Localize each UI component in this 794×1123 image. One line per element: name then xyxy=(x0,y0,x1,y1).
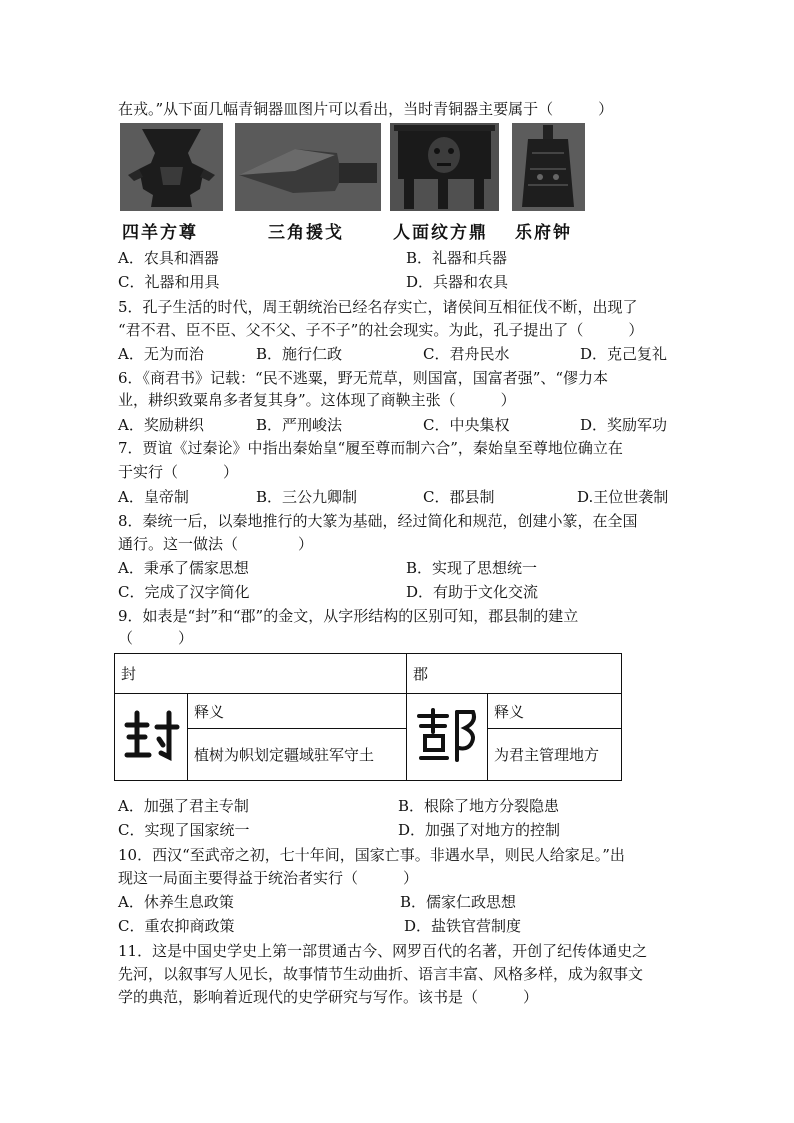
q8-stem-line1: 8．秦统一后，以秦地推行的大篆为基础，经过简化和规范，创建小篆，在全国 xyxy=(118,512,638,530)
q10-stem-line2: 现这一局面主要得益于统治者实行（ ） xyxy=(118,869,419,887)
q9-option-b[interactable]: B．根除了地方分裂隐患 xyxy=(398,797,560,815)
q11-stem-line3: 学的典范，影响着近现代的史学研究与写作。该书是（ ） xyxy=(118,988,539,1006)
q8-option-d[interactable]: D．有助于文化交流 xyxy=(406,583,539,601)
q11-stem-line2: 先河，以叙事写人见长，故事情节生动曲折、语言丰富、风格多样，成为叙事文 xyxy=(118,965,644,983)
bell-photo xyxy=(512,123,585,211)
jun-bronze-glyph xyxy=(413,752,481,770)
feng-meaning-label: 释义 xyxy=(188,694,407,729)
q6-option-b[interactable]: B．严刑峻法 xyxy=(256,416,343,434)
feng-bronze-glyph xyxy=(121,751,181,769)
jun-meaning-label: 释义 xyxy=(488,694,622,729)
q10-stem-line1: 10．西汉“至武帝之初，七十年间，国家亡事。非遇水旱，则民人给家足。”出 xyxy=(118,846,625,864)
table-header-feng: 封 xyxy=(115,654,407,694)
q6-stem-line2: 业，耕织致粟帛多者复其身”。这体现了商鞅主张（ ） xyxy=(118,391,516,409)
table-header-jun: 郡 xyxy=(407,654,622,694)
q10-option-c[interactable]: C．重农抑商政策 xyxy=(118,917,235,935)
q7-stem-line1: 7．贾谊《过秦论》中指出秦始皇“履至尊而制六合”，秦始皇至尊地位确立在 xyxy=(118,439,623,457)
caption-le-fu-zhong: 乐府钟 xyxy=(515,223,572,243)
q5-option-c[interactable]: C．君舟民水 xyxy=(423,345,510,363)
q8-option-a[interactable]: A．秉承了儒家思想 xyxy=(118,559,249,577)
q5-option-b[interactable]: B．施行仁政 xyxy=(256,345,343,363)
q4-option-d[interactable]: D．兵器和农具 xyxy=(406,273,509,291)
bronze-script-table xyxy=(114,653,622,781)
q7-option-a[interactable]: A．皇帝制 xyxy=(118,488,189,506)
q7-option-c[interactable]: C．郡县制 xyxy=(423,488,495,506)
q5-option-d[interactable]: D．克己复礼 xyxy=(580,345,668,363)
caption-si-yang-fang-zun: 四羊方尊 xyxy=(122,223,198,243)
q4-stem: 在戎。”从下面几幅青铜器皿图片可以看出，当时青铜器主要属于（ ） xyxy=(118,100,614,118)
q8-option-b[interactable]: B．实现了思想统一 xyxy=(406,559,538,577)
q6-option-d[interactable]: D．奖励军功 xyxy=(580,416,668,434)
q7-stem-line2: 于实行（ ） xyxy=(118,463,239,481)
q4-option-a[interactable]: A．农具和酒器 xyxy=(118,249,219,267)
feng-meaning-text: 植树为帜划定疆域驻军守土 xyxy=(188,729,407,781)
q9-option-c[interactable]: C．实现了国家统一 xyxy=(118,821,250,839)
q10-option-d[interactable]: D．盐铁官营制度 xyxy=(404,917,522,935)
q10-option-b[interactable]: B．儒家仁政思想 xyxy=(400,893,517,911)
q6-stem-line1: 6．《商君书》记载：“民不逃粟，野无荒草，则国富，国富者强”、“僇力本 xyxy=(118,369,609,387)
q10-option-a[interactable]: A．休养生息政策 xyxy=(118,893,234,911)
q9-stem-line1: 9．如表是“封”和“郡”的金文，从字形结构的区别可知，郡县制的建立 xyxy=(118,607,579,625)
q6-option-c[interactable]: C．中央集权 xyxy=(423,416,510,434)
q4-option-b[interactable]: B．礼器和兵器 xyxy=(406,249,508,267)
jun-meaning-text: 为君主管理地方 xyxy=(488,729,622,781)
ding-cauldron-photo xyxy=(390,123,499,211)
jun-glyph-cell xyxy=(407,694,488,781)
zun-vessel-photo xyxy=(120,123,223,211)
feng-glyph-cell xyxy=(115,694,188,781)
q6-option-a[interactable]: A．奖励耕织 xyxy=(118,416,204,434)
q5-stem-line1: 5．孔子生活的时代，周王朝统治已经名存实亡，诸侯间互相征伐不断，出现了 xyxy=(118,298,638,316)
q5-option-a[interactable]: A．无为而治 xyxy=(118,345,204,363)
caption-ren-mian-wen-fang-ding: 人面纹方鼎 xyxy=(393,223,488,243)
dagger-axe-photo xyxy=(235,123,381,211)
q9-option-a[interactable]: A．加强了君主专制 xyxy=(118,797,249,815)
q11-stem-line1: 11．这是中国史学史上第一部贯通古今、网罗百代的名著，开创了纪传体通史之 xyxy=(118,942,648,960)
q5-stem-line2: “君不君、臣不臣、父不父、子不子”的社会现实。为此，孔子提出了（ ） xyxy=(118,321,644,339)
q7-option-b[interactable]: B．三公九卿制 xyxy=(256,488,358,506)
q8-stem-line2: 通行。这一做法（ ） xyxy=(118,535,314,553)
q8-option-c[interactable]: C．完成了汉字简化 xyxy=(118,583,250,601)
q9-stem-line2: （ ） xyxy=(118,629,194,647)
q4-option-c[interactable]: C．礼器和用具 xyxy=(118,273,220,291)
caption-san-jiao-yuan-ge: 三角援戈 xyxy=(268,223,344,243)
q9-option-d[interactable]: D．加强了对地方的控制 xyxy=(398,821,561,839)
q7-option-d[interactable]: D.王位世袭制 xyxy=(577,488,669,506)
